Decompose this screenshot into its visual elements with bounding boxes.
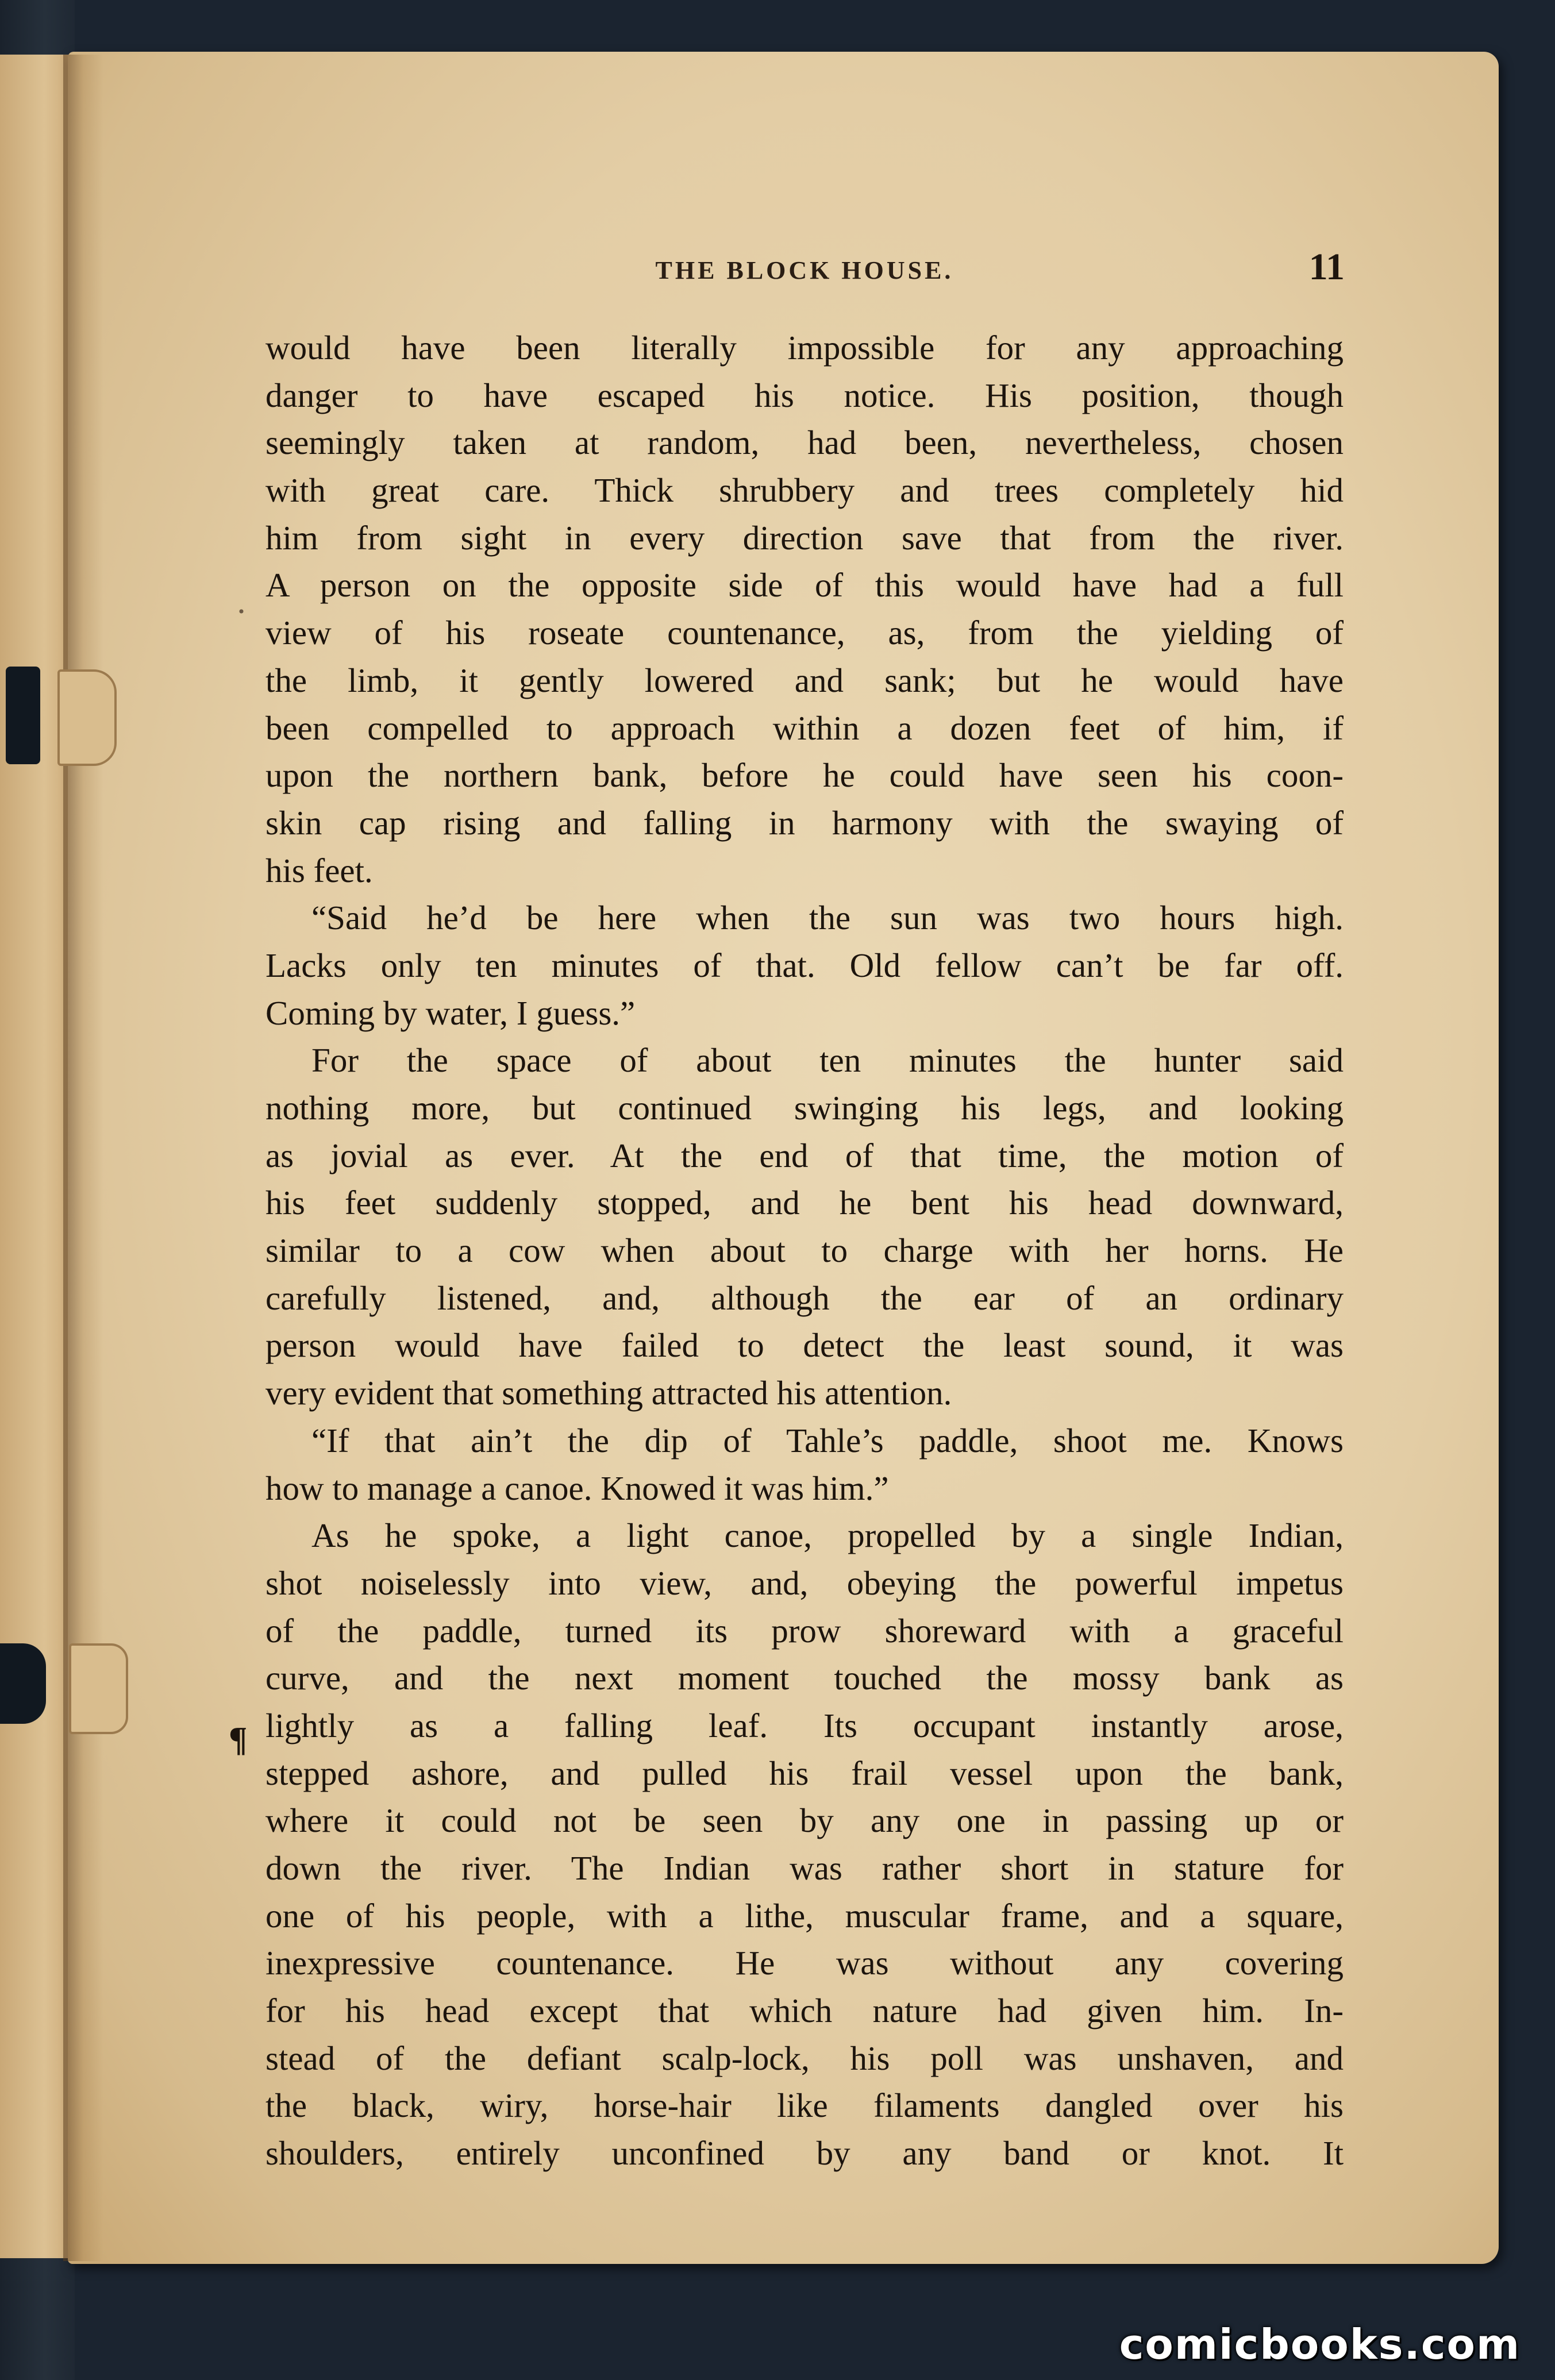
text-line: of the paddle, turned its prow shoreward with a graceful [265,1611,1344,1650]
text-line: him from sight in every direction save that from the river. [265,518,1344,557]
text-line: the black, wiry, horse-hair like filaments dangled over his [265,2086,1344,2125]
text-line: stepped ashore, and pulled his frail vessel upon the bank, [265,1754,1344,1792]
page-header [264,246,1345,302]
text-line: the limb, it gently lowered and sank; but he would have [265,661,1344,699]
text-line: for his head except that which nature had given him. In- [265,1992,1344,2030]
text-line: seemingly taken at random, had been, nevertheless, chosen [265,423,1344,462]
text-line: with great care. Thick shrubbery and trees completely hid [265,471,1344,510]
text-line: For the space of about ten minutes the hunter said [311,1041,1344,1080]
text-line: his feet. [265,851,373,889]
text-line: where it could not be seen by any one in passing up or [265,1801,1344,1840]
running-head: THE BLOCK HOUSE. [655,256,954,284]
margin-mark-icon: ¶ [229,1720,248,1758]
text-line: lightly as a falling leaf. Its occupant instantly arose, [265,1706,1344,1744]
text-line: one of his people, with a lithe, muscular frame, and a square, [265,1896,1344,1935]
text-line: skin cap rising and falling in harmony with the swaying of [265,803,1344,842]
text-line: “If that ain’t the dip of Tahle’s paddle, shoot me. Knows [311,1421,1344,1459]
body-text [265,324,1344,2177]
text-line: would have been literally impossible for any approaching [265,329,1344,367]
text-line: similar to a cow when about to charge with her horns. He [265,1231,1344,1270]
text-line: “Said he’d be here when the sun was two hours high. [311,899,1344,937]
page-gutter-shadow [63,55,103,2261]
margin-mark-icon: · [236,592,247,630]
text-line: Coming by water, I guess.” [265,993,636,1032]
text-line: curve, and the next moment touched the mossy bank as [265,1659,1344,1697]
text-line: view of his roseate countenance, as, from the yielding of [265,614,1344,652]
binding-tab-icon [69,1643,128,1734]
binding-tab-icon [57,669,117,766]
text-line: carefully listened, and, although the ear of an ordinary [265,1278,1344,1317]
text-line: upon the northern bank, before he could have seen his coon- [265,756,1344,795]
page-number: 11 [1308,246,1345,288]
text-line: A person on the opposite side of this would have had a full [265,566,1344,604]
text-line: Lacks only ten minutes of that. Old fellow can’t be far off. [265,946,1344,984]
text-line: how to manage a canoe. Knowed it was him.” [265,1469,889,1507]
text-line: shot noiselessly into view, and, obeying the powerful impetus [265,1563,1344,1602]
text-line: been compelled to approach within a dozen feet of him, if [265,708,1344,747]
text-line: shoulders, entirely unconfined by any band or knot. It [265,2134,1344,2173]
text-line: inexpressive countenance. He was without any covering [265,1944,1344,1982]
text-line: stead of the defiant scalp-lock, his poll was unshaven, and [265,2039,1344,2077]
text-line: As he spoke, a light canoe, propelled by a single Indian, [311,1516,1344,1555]
text-line: his feet suddenly stopped, and he bent his head downward, [265,1184,1344,1222]
text-line: down the river. The Indian was rather short in stature for [265,1849,1344,1887]
site-watermark: comicbooks.com [1119,2320,1521,2369]
text-line: nothing more, but continued swinging his legs, and looking [265,1089,1344,1127]
text-line: very evident that something attracted his attention. [265,1374,952,1412]
binding-hole-icon [0,1643,46,1724]
text-line: danger to have escaped his notice. His position, though [265,376,1344,414]
text-line: person would have failed to detect the least sound, it was [265,1326,1344,1365]
binding-hole-icon [6,667,40,764]
text-line: as jovial as ever. At the end of that time, the motion of [265,1136,1344,1174]
